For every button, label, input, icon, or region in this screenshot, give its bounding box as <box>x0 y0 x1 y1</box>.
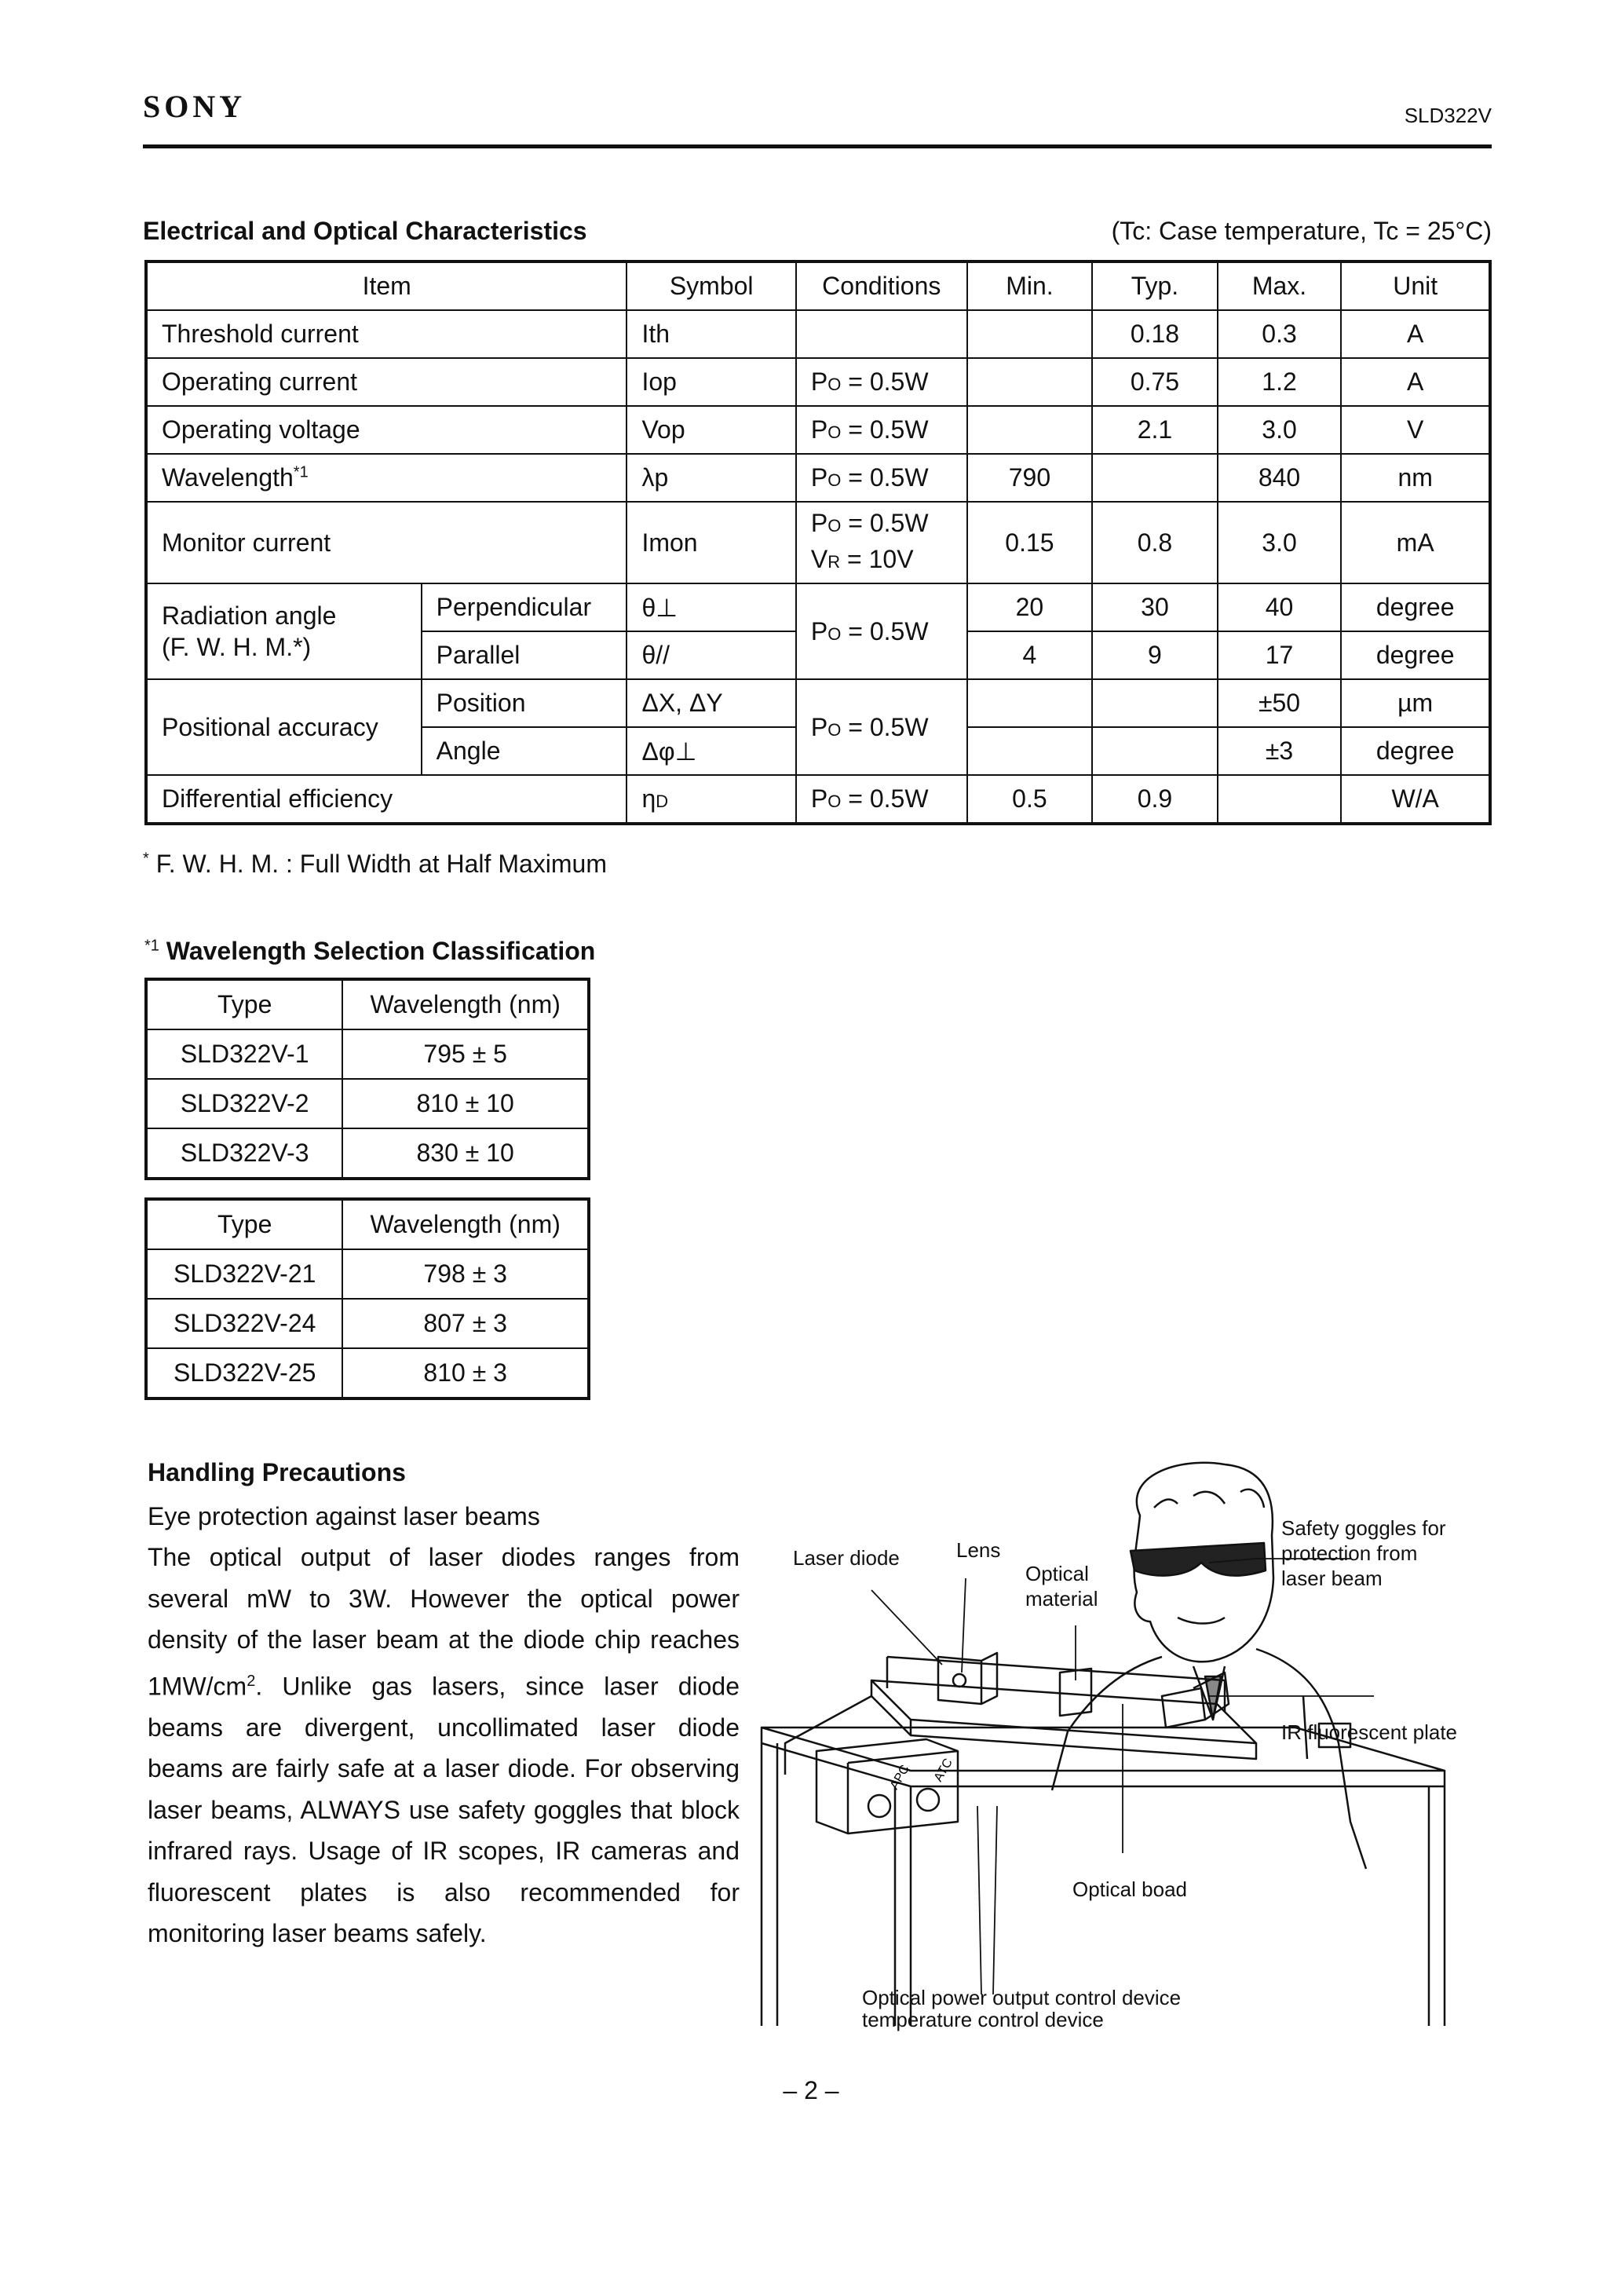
cell-unit: A <box>1341 358 1490 406</box>
fwhm-footnote <box>143 850 607 879</box>
cell-typ: 9 <box>1092 631 1218 679</box>
col-type: Type <box>146 1199 342 1249</box>
cell-unit: degree <box>1341 583 1490 631</box>
cell-min: 20 <box>967 583 1093 631</box>
cell-type: SLD322V-21 <box>146 1249 342 1299</box>
lens-icon <box>953 1674 966 1687</box>
cell-max: 3.0 <box>1218 406 1342 454</box>
row-positional-position <box>146 679 1490 727</box>
cell-symbol: Ith <box>627 310 795 358</box>
col-type: Type <box>146 979 342 1029</box>
cond-main: P <box>810 509 828 537</box>
cell-item: Differential efficiency <box>146 775 627 824</box>
cond-main: P <box>810 367 828 396</box>
cond-sub: O <box>827 422 842 442</box>
cell-typ: 0.9 <box>1092 775 1218 824</box>
col-symbol: Symbol <box>627 261 795 310</box>
label-optical-material-1: Optical <box>1025 1562 1089 1585</box>
cell-item <box>146 583 422 679</box>
label-control-1: Optical power output control device <box>862 1986 1182 2009</box>
cell-min: 0.5 <box>967 775 1093 824</box>
cell-symbol: λp <box>627 454 795 502</box>
cond-sub: O <box>827 375 842 394</box>
table-row <box>146 1128 589 1179</box>
cell-subitem: Perpendicular <box>422 583 627 631</box>
cell-wavelength: 810 ± 3 <box>342 1348 589 1398</box>
cond-rest: = 10V <box>840 545 914 573</box>
cell-unit: nm <box>1341 454 1490 502</box>
cell-item <box>146 454 627 502</box>
cell-item: Monitor current <box>146 502 627 583</box>
symbol-main: η <box>641 784 656 813</box>
cell-type: SLD322V-2 <box>146 1079 342 1128</box>
handling-body <box>148 1537 740 1954</box>
cell-typ <box>1092 679 1218 727</box>
cell-conditions <box>796 454 967 502</box>
cond-main: P <box>810 463 828 492</box>
cell-unit: A <box>1341 310 1490 358</box>
label-goggles-2: protection from <box>1281 1541 1418 1565</box>
col-unit: Unit <box>1341 261 1490 310</box>
item-text: Wavelength <box>162 463 294 492</box>
cell-symbol: θ// <box>627 631 795 679</box>
col-conditions: Conditions <box>796 261 967 310</box>
label-ir-plate: IR fluorescent plate <box>1281 1720 1458 1744</box>
cell-max <box>1218 775 1342 824</box>
cell-wavelength: 807 ± 3 <box>342 1299 589 1348</box>
atc-knob-icon <box>917 1789 939 1811</box>
cell-min <box>967 679 1093 727</box>
eoc-header-row <box>146 261 1490 310</box>
table-row <box>146 1249 589 1299</box>
cell-symbol: Vop <box>627 406 795 454</box>
eoc-condition-note: (Tc: Case temperature, Tc = 25°C) <box>1111 217 1492 245</box>
cell-conditions <box>796 358 967 406</box>
row-operating-current <box>146 358 1490 406</box>
cond-sub: O <box>827 719 842 740</box>
label-goggles-1: Safety goggles for <box>1281 1516 1446 1540</box>
cell-conditions <box>796 679 967 775</box>
cond-rest: = 0.5W <box>841 415 929 444</box>
symbol-sub: D <box>656 792 669 811</box>
col-item: Item <box>146 261 627 310</box>
cell-typ: 0.75 <box>1092 358 1218 406</box>
handling-subtitle: Eye protection against laser beams <box>148 1502 540 1530</box>
cell-min: 4 <box>967 631 1093 679</box>
body-text-2: . Unlike gas lasers, since laser diode beams are divergent, uncollimated laser diode beams are fairly safe at a laser diode. For observing laser beams, ALWAYS use safety goggles that block infrared rays. Usage of IR scopes, IR cameras and fluorescent plates is also recommended for monitoring laser beams safely. <box>148 1672 740 1948</box>
cell-type: SLD322V-25 <box>146 1348 342 1398</box>
cond-sub: O <box>827 470 842 490</box>
cond-rest: = 0.5W <box>841 784 929 813</box>
eoc-title: Electrical and Optical Characteristics <box>143 217 587 245</box>
cell-min: 790 <box>967 454 1093 502</box>
cell-max: 1.2 <box>1218 358 1342 406</box>
cond-rest: = 0.5W <box>841 367 929 396</box>
footnote-mark: *1 <box>144 937 159 955</box>
cell-max: 40 <box>1218 583 1342 631</box>
cell-max: ±3 <box>1218 727 1342 775</box>
cell-item: Positional accuracy <box>146 679 422 775</box>
footnote-text: F. W. H. M. : Full Width at Half Maximum <box>148 850 607 878</box>
table-row <box>146 1299 589 1348</box>
cond-sub: O <box>827 623 842 644</box>
table-header-row <box>146 1199 589 1249</box>
label-optical-material-2: material <box>1025 1587 1098 1610</box>
cond-rest: = 0.5W <box>841 712 929 741</box>
cell-wavelength: 830 ± 10 <box>342 1128 589 1179</box>
item-line-2: (F. W. H. M.*) <box>162 633 312 661</box>
sony-logo: SONY <box>143 89 247 124</box>
label-control-2: temperature control device <box>862 2008 1104 2031</box>
cell-symbol: Imon <box>627 502 795 583</box>
col-typ: Typ. <box>1092 261 1218 310</box>
cell-typ: 0.18 <box>1092 310 1218 358</box>
cond-rest: = 0.5W <box>841 509 929 537</box>
cell-type: SLD322V-3 <box>146 1128 342 1179</box>
col-min: Min. <box>967 261 1093 310</box>
cell-wavelength: 795 ± 5 <box>342 1029 589 1079</box>
cell-symbol: Δφ⊥ <box>627 727 795 775</box>
item-line-1: Radiation angle <box>162 601 337 630</box>
cell-unit: degree <box>1341 727 1490 775</box>
row-radiation-perpendicular <box>146 583 1490 631</box>
cell-wavelength: 810 ± 10 <box>342 1079 589 1128</box>
cond-rest: = 0.5W <box>841 463 929 492</box>
cell-min <box>967 358 1093 406</box>
apc-label: APC <box>887 1763 912 1792</box>
page-number: – 2 – <box>783 2076 839 2104</box>
cell-type: SLD322V-24 <box>146 1299 342 1348</box>
label-laser-diode: Laser diode <box>793 1546 900 1570</box>
cell-unit: W/A <box>1341 775 1490 824</box>
footnote-ref: *1 <box>293 463 309 481</box>
cell-min <box>967 727 1093 775</box>
cell-item: Operating voltage <box>146 406 627 454</box>
table-row <box>146 1348 589 1398</box>
cell-typ: 30 <box>1092 583 1218 631</box>
cond-line-1 <box>811 506 952 543</box>
cell-unit: µm <box>1341 679 1490 727</box>
cell-unit: V <box>1341 406 1490 454</box>
cell-wavelength: 798 ± 3 <box>342 1249 589 1299</box>
cell-conditions <box>796 310 967 358</box>
label-goggles-3: laser beam <box>1281 1567 1383 1590</box>
row-operating-voltage <box>146 406 1490 454</box>
cell-symbol: ΔX, ΔY <box>627 679 795 727</box>
cell-symbol <box>627 775 795 824</box>
row-threshold-current <box>146 310 1490 358</box>
label-lens: Lens <box>956 1538 1001 1562</box>
wavelength-table-1 <box>144 978 590 1180</box>
document-number: SLD322V <box>1404 104 1492 127</box>
cell-max: 3.0 <box>1218 502 1342 583</box>
cond-rest: = 0.5W <box>841 616 929 645</box>
cond-main: P <box>810 712 828 741</box>
row-monitor-current <box>146 502 1490 583</box>
cell-item: Threshold current <box>146 310 627 358</box>
cell-type: SLD322V-1 <box>146 1029 342 1079</box>
cell-min: 0.15 <box>967 502 1093 583</box>
col-wavelength: Wavelength (nm) <box>342 979 589 1029</box>
cond-sub: O <box>827 792 842 811</box>
handling-title: Handling Precautions <box>148 1458 406 1486</box>
cond-sub: O <box>827 516 842 536</box>
cell-symbol: Iop <box>627 358 795 406</box>
cell-typ <box>1092 454 1218 502</box>
cell-subitem: Parallel <box>422 631 627 679</box>
table-row <box>146 1079 589 1128</box>
cond-line-2 <box>811 543 952 579</box>
cell-max: ±50 <box>1218 679 1342 727</box>
cond-main: P <box>810 616 828 645</box>
cond-sub: R <box>827 552 841 572</box>
cell-min <box>967 310 1093 358</box>
col-wavelength: Wavelength (nm) <box>342 1199 589 1249</box>
cell-conditions <box>796 502 967 583</box>
wavelength-selection-title <box>144 937 595 966</box>
cell-typ: 0.8 <box>1092 502 1218 583</box>
header-rule <box>143 144 1492 148</box>
cond-main: P <box>810 415 828 444</box>
row-wavelength <box>146 454 1490 502</box>
cell-min <box>967 406 1093 454</box>
wavelength-table-2 <box>144 1197 590 1400</box>
table-header-row <box>146 979 589 1029</box>
footnote-mark: * <box>143 850 149 868</box>
cell-symbol: θ⊥ <box>627 583 795 631</box>
cell-typ <box>1092 727 1218 775</box>
cell-unit: mA <box>1341 502 1490 583</box>
cond-main: V <box>810 545 828 573</box>
col-max: Max. <box>1218 261 1342 310</box>
apc-knob-icon <box>868 1795 890 1817</box>
title-text: Wavelength Selection Classification <box>159 937 596 965</box>
cell-subitem: Position <box>422 679 627 727</box>
cell-unit: degree <box>1341 631 1490 679</box>
cell-typ: 2.1 <box>1092 406 1218 454</box>
label-optical-board: Optical boad <box>1072 1877 1187 1901</box>
row-differential-efficiency <box>146 775 1490 824</box>
cell-conditions <box>796 406 967 454</box>
eoc-table <box>144 260 1492 825</box>
cond-main: P <box>810 784 828 813</box>
cell-max: 17 <box>1218 631 1342 679</box>
cell-conditions <box>796 583 967 679</box>
body-text-1: The optical output of laser diodes ranges from several mW to 3W. However the optical power density of the laser beam at the diode chip reaches 1MW/cm <box>148 1543 740 1701</box>
cell-subitem: Angle <box>422 727 627 775</box>
atc-label: ATC <box>931 1756 955 1784</box>
table-row <box>146 1029 589 1079</box>
cell-max: 0.3 <box>1218 310 1342 358</box>
cell-max: 840 <box>1218 454 1342 502</box>
cell-item: Operating current <box>146 358 627 406</box>
cell-conditions <box>796 775 967 824</box>
body-superscript: 2 <box>247 1672 256 1690</box>
